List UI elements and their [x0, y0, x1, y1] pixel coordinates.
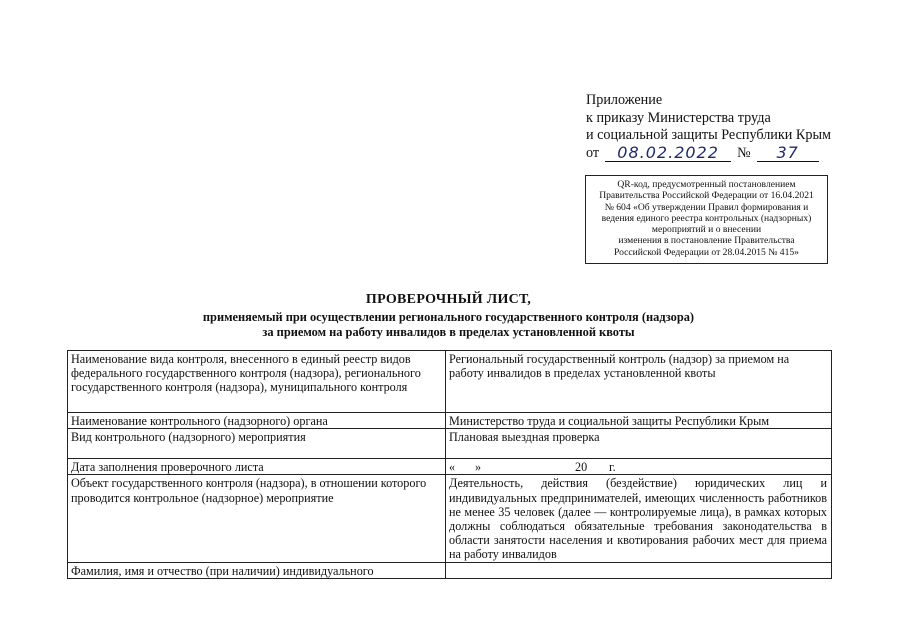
row-label: Наименование вида контроля, внесенного в единый реестр видов федерального государственного контроля (надзора), регионального государственного контроля (надзора), муниципального контроля: [68, 351, 446, 413]
appendix-line-3: и социальной защиты Республики Крым: [586, 127, 831, 143]
row-value: Министерство труда и социальной защиты Республики Крым: [446, 413, 832, 429]
appendix-line-2: к приказу Министерства труда: [586, 109, 771, 126]
qr-text-line: Российской Федерации от 28.04.2015 № 415»: [614, 246, 799, 258]
appendix-block: [586, 92, 831, 162]
table-row: [68, 413, 832, 429]
number-sign: №: [737, 144, 751, 161]
order-date-field: [605, 145, 731, 162]
qr-text-line: Правительства Российской Федерации от 16.04.2021: [599, 190, 814, 202]
checklist-table: [67, 350, 832, 579]
qr-text-line: № 604 «Об утверждении Правил формирования и: [604, 201, 809, 213]
qr-text-line: мероприятий и о внесении: [651, 224, 762, 236]
from-label: от: [586, 144, 600, 161]
date-year-prefix: 20: [575, 460, 588, 475]
row-label: Объект государственного контроля (надзора), в отношении которого проводится контрольное (надзорное) мероприятие: [68, 475, 446, 562]
table-row: [68, 429, 832, 459]
fill-date-field[interactable]: [446, 459, 832, 475]
row-value: Региональный государственный контроль (надзор) за приемом на работу инвалидов в пределах установленной квоты: [446, 351, 832, 413]
document-title: ПРОВЕРОЧНЫЙ ЛИСТ,: [365, 292, 532, 307]
handwritten-number: 37: [776, 143, 799, 162]
row-label: Дата заполнения проверочного листа: [68, 459, 446, 475]
date-close-quote: »: [475, 460, 482, 475]
qr-code-placeholder-box: [585, 175, 828, 264]
order-number-field: [757, 145, 819, 162]
row-value: [446, 562, 832, 578]
table-row: [68, 475, 832, 562]
row-label: Фамилия, имя и отчество (при наличии) индивидуального: [68, 562, 446, 578]
row-label: Вид контрольного (надзорного) мероприятия: [68, 429, 446, 459]
row-value: Деятельность, действия (бездействие) юридических лиц и индивидуальных предпринимателей, имеющих численность работников не менее 35 человек (далее — контролируемые лица), в рамках которых должны соблюдаться обязательные требования законодательства в области занятости населения и квотирования рабочих мест для приема на работу инвалидов: [446, 475, 832, 562]
qr-text-line: QR-код, предусмотренный постановлением: [617, 179, 796, 190]
appendix-date-number-row: [586, 145, 831, 163]
handwritten-date: 08.02.2022: [617, 143, 719, 162]
qr-text-line: ведения единого реестра контрольных (надзорных): [601, 212, 812, 224]
document-subtitle-line-2: за приемом на работу инвалидов в пределах установленной квоты: [262, 325, 635, 339]
date-open-quote: «: [449, 460, 456, 475]
document-subtitle-line-1: применяемый при осуществлении регионального государственного контроля (надзора): [202, 310, 695, 324]
row-label: Наименование контрольного (надзорного) органа: [68, 413, 446, 429]
table-row: [68, 459, 832, 475]
table-row: [68, 562, 832, 578]
table-row: [68, 351, 832, 413]
date-year-suffix: г.: [609, 460, 616, 475]
appendix-line-1: Приложение: [586, 92, 663, 108]
qr-text-line: изменения в постановление Правительства: [618, 235, 795, 247]
row-value: Плановая выездная проверка: [446, 429, 832, 459]
